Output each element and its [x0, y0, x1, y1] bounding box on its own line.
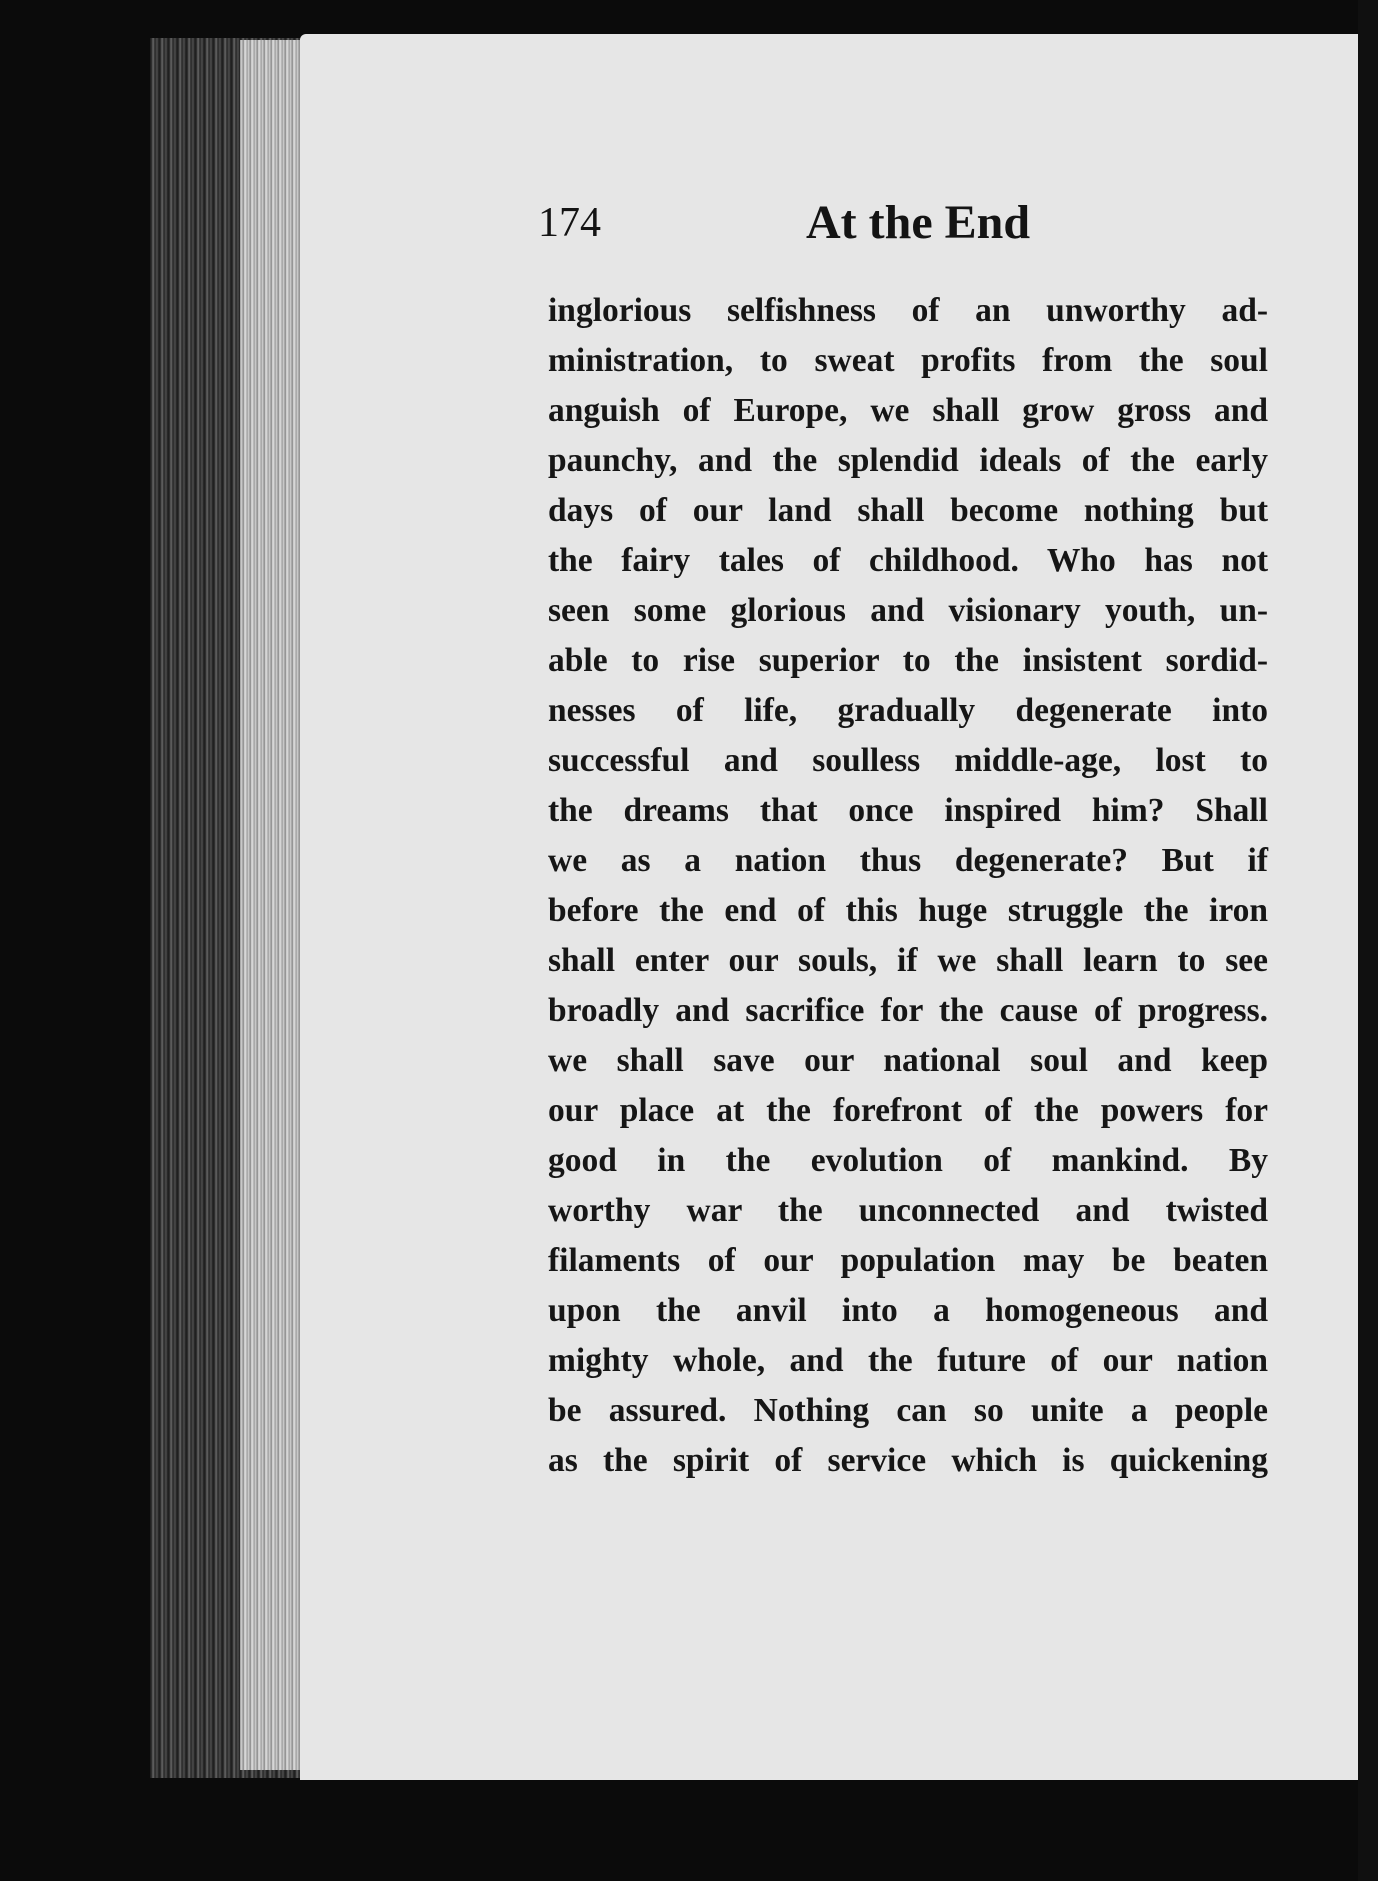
text-line: nesses of life, gradually degenerate into: [548, 692, 1268, 729]
text-line: filaments of our population may be beaten: [548, 1242, 1268, 1279]
running-title: At the End: [806, 196, 1031, 249]
text-line: as the spirit of service which is quickening: [548, 1442, 1268, 1479]
text-line: ministration, to sweat profits from the soul: [548, 342, 1268, 379]
text-line: days of our land shall become nothing but: [548, 492, 1268, 529]
text-line: worthy war the unconnected and twisted: [548, 1192, 1268, 1229]
body-text: [548, 286, 1268, 1486]
text-line: good in the evolution of mankind. By: [548, 1142, 1268, 1179]
gutter-shadow: [1358, 0, 1378, 1881]
text-line: before the end of this huge struggle the iron: [548, 892, 1268, 929]
text-line: shall enter our souls, if we shall learn to see: [548, 942, 1268, 979]
text-line: the dreams that once inspired him? Shall: [548, 792, 1268, 829]
text-line: inglorious selfishness of an unworthy ad-: [548, 292, 1268, 329]
text-line: we as a nation thus degenerate? But if: [548, 842, 1268, 879]
text-line: paunchy, and the splendid ideals of the early: [548, 442, 1268, 479]
text-line: our place at the forefront of the powers for: [548, 1092, 1268, 1129]
page-header: [538, 195, 1038, 255]
page-number: 174: [538, 200, 601, 246]
text-line: anguish of Europe, we shall grow gross and: [548, 392, 1268, 429]
text-line: broadly and sacrifice for the cause of progress.: [548, 992, 1268, 1029]
text-line: seen some glorious and visionary youth, un-: [548, 592, 1268, 629]
text-line: we shall save our national soul and keep: [548, 1042, 1268, 1079]
text-line: successful and soulless middle-age, lost to: [548, 742, 1268, 779]
text-line: the fairy tales of childhood. Who has not: [548, 542, 1268, 579]
text-line: be assured. Nothing can so unite a people: [548, 1392, 1268, 1429]
text-line: able to rise superior to the insistent sordid-: [548, 642, 1268, 679]
text-line: mighty whole, and the future of our nation: [548, 1342, 1268, 1379]
text-line: upon the anvil into a homogeneous and: [548, 1292, 1268, 1329]
